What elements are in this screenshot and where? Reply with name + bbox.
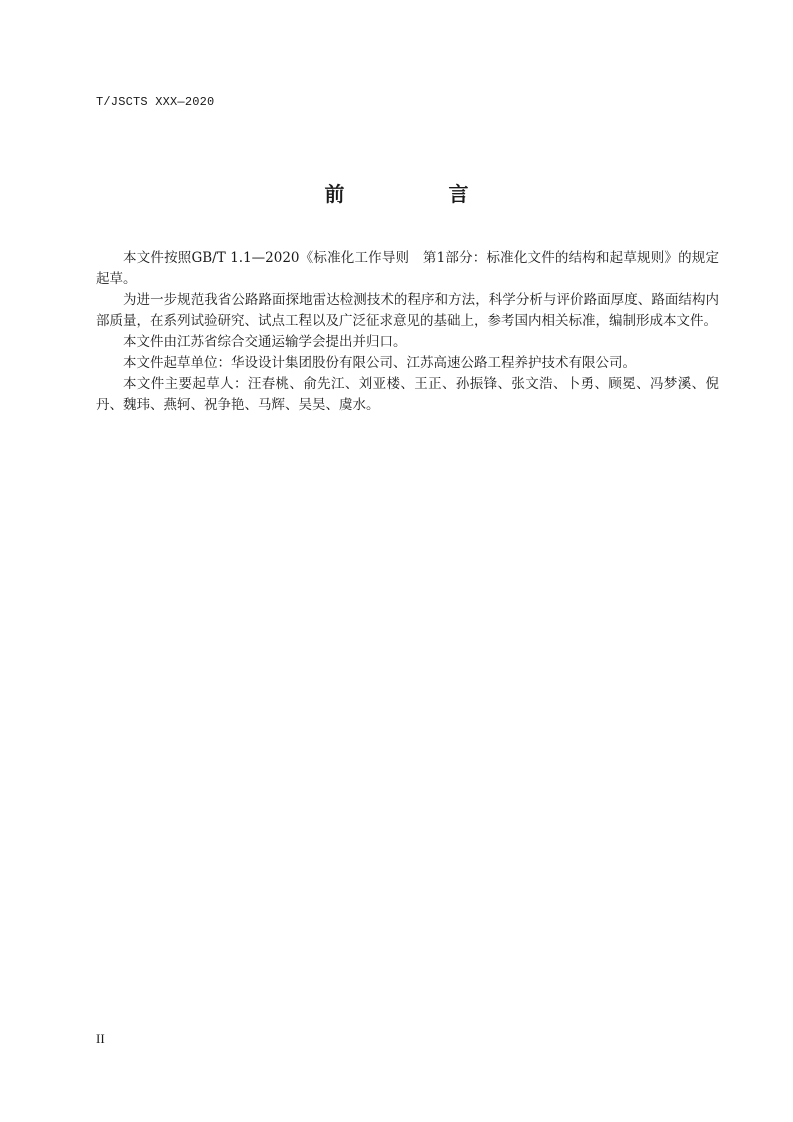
page-title: 前 言 <box>324 182 511 206</box>
page-number: II <box>96 1031 105 1046</box>
foreword-body <box>96 248 719 416</box>
paragraph-drafting-rules: 本文件按照GB/T 1.1—2020《标准化工作导则 第1部分：标准化文件的结构和起草规则》的规定起草。 <box>96 250 719 287</box>
paragraph-drafters: 本文件主要起草人：汪春桃、俞先江、刘亚楼、王正、孙振锋、张文浩、卜勇、顾冕、冯梦溪、倪丹、魏玮、燕轲、祝争艳、马辉、吴昊、虞水。 <box>96 376 719 413</box>
paragraph-proposer: 本文件由江苏省综合交通运输学会提出并归口。 <box>123 334 407 350</box>
paragraph-drafting-units: 本文件起草单位：华设设计集团股份有限公司、江苏高速公路工程养护技术有限公司。 <box>123 355 636 371</box>
paragraph-purpose: 为进一步规范我省公路路面探地雷达检测技术的程序和方法，科学分析与评价路面厚度、路面结构内部质量，在系列试验研究、试点工程以及广泛征求意见的基础上，参考国内相关标准，编制形成本文件。 <box>96 292 719 329</box>
standard-code: T/JSCTS XXX—2020 <box>96 95 215 109</box>
